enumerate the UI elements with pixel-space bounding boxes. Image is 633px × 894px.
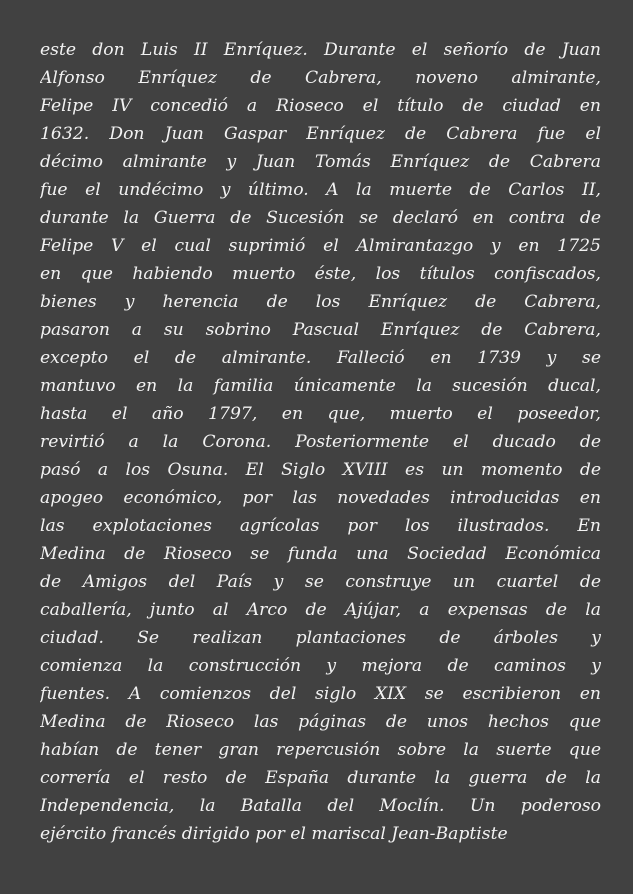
text-line: comienza la construcción y mejora de caminos y [40, 656, 601, 676]
text-line: revirtió a la Corona. Posteriormente el ducado de [40, 432, 601, 452]
text-line: fue el undécimo y último. A la muerte de Carlos II, [40, 180, 601, 200]
text-line: Medina de Rioseco las páginas de unos hechos que [40, 712, 601, 732]
text-line: habían de tener gran repercusión sobre la suerte que [40, 740, 601, 760]
text-line: de Amigos del País y se construye un cuartel de [40, 572, 601, 592]
text-line: ejército francés dirigido por el mariscal Jean-Baptiste [40, 824, 508, 844]
text-line: excepto el de almirante. Falleció en 1739 y se [40, 348, 601, 368]
text-line: durante la Guerra de Sucesión se declaró en contra de [40, 208, 601, 228]
text-line: bienes y herencia de los Enríquez de Cabrera, [40, 292, 601, 312]
text-line: pasó a los Osuna. El Siglo XVIII es un momento de [40, 460, 601, 480]
text-line: Alfonso Enríquez de Cabrera, noveno almirante, [40, 68, 601, 88]
text-line: correría el resto de España durante la guerra de la [40, 768, 601, 788]
document-body [40, 36, 601, 848]
text-line: este don Luis II Enríquez. Durante el señorío de Juan [40, 40, 601, 60]
text-line: Felipe V el cual suprimió el Almirantazgo y en 1725 [40, 236, 601, 256]
text-line: fuentes. A comienzos del siglo XIX se escribieron en [40, 684, 601, 704]
text-line: pasaron a su sobrino Pascual Enríquez de Cabrera, [40, 320, 601, 340]
text-line: décimo almirante y Juan Tomás Enríquez de Cabrera [40, 152, 601, 172]
text-line: mantuvo en la familia únicamente la sucesión ducal, [40, 376, 601, 396]
text-line: Medina de Rioseco se funda una Sociedad Económica [40, 544, 601, 564]
text-line: 1632. Don Juan Gaspar Enríquez de Cabrera fue el [40, 124, 601, 144]
text-line: hasta el año 1797, en que, muerto el poseedor, [40, 404, 601, 424]
text-line: en que habiendo muerto éste, los títulos confiscados, [40, 264, 601, 284]
text-line: apogeo económico, por las novedades introducidas en [40, 488, 601, 508]
text-line: ciudad. Se realizan plantaciones de árboles y [40, 628, 601, 648]
text-line: las explotaciones agrícolas por los ilustrados. En [40, 516, 601, 536]
text-line: Felipe IV concedió a Rioseco el título de ciudad en [40, 96, 601, 116]
text-line: caballería, junto al Arco de Ajújar, a expensas de la [40, 600, 601, 620]
text-line: Independencia, la Batalla del Moclín. Un poderoso [40, 796, 601, 816]
